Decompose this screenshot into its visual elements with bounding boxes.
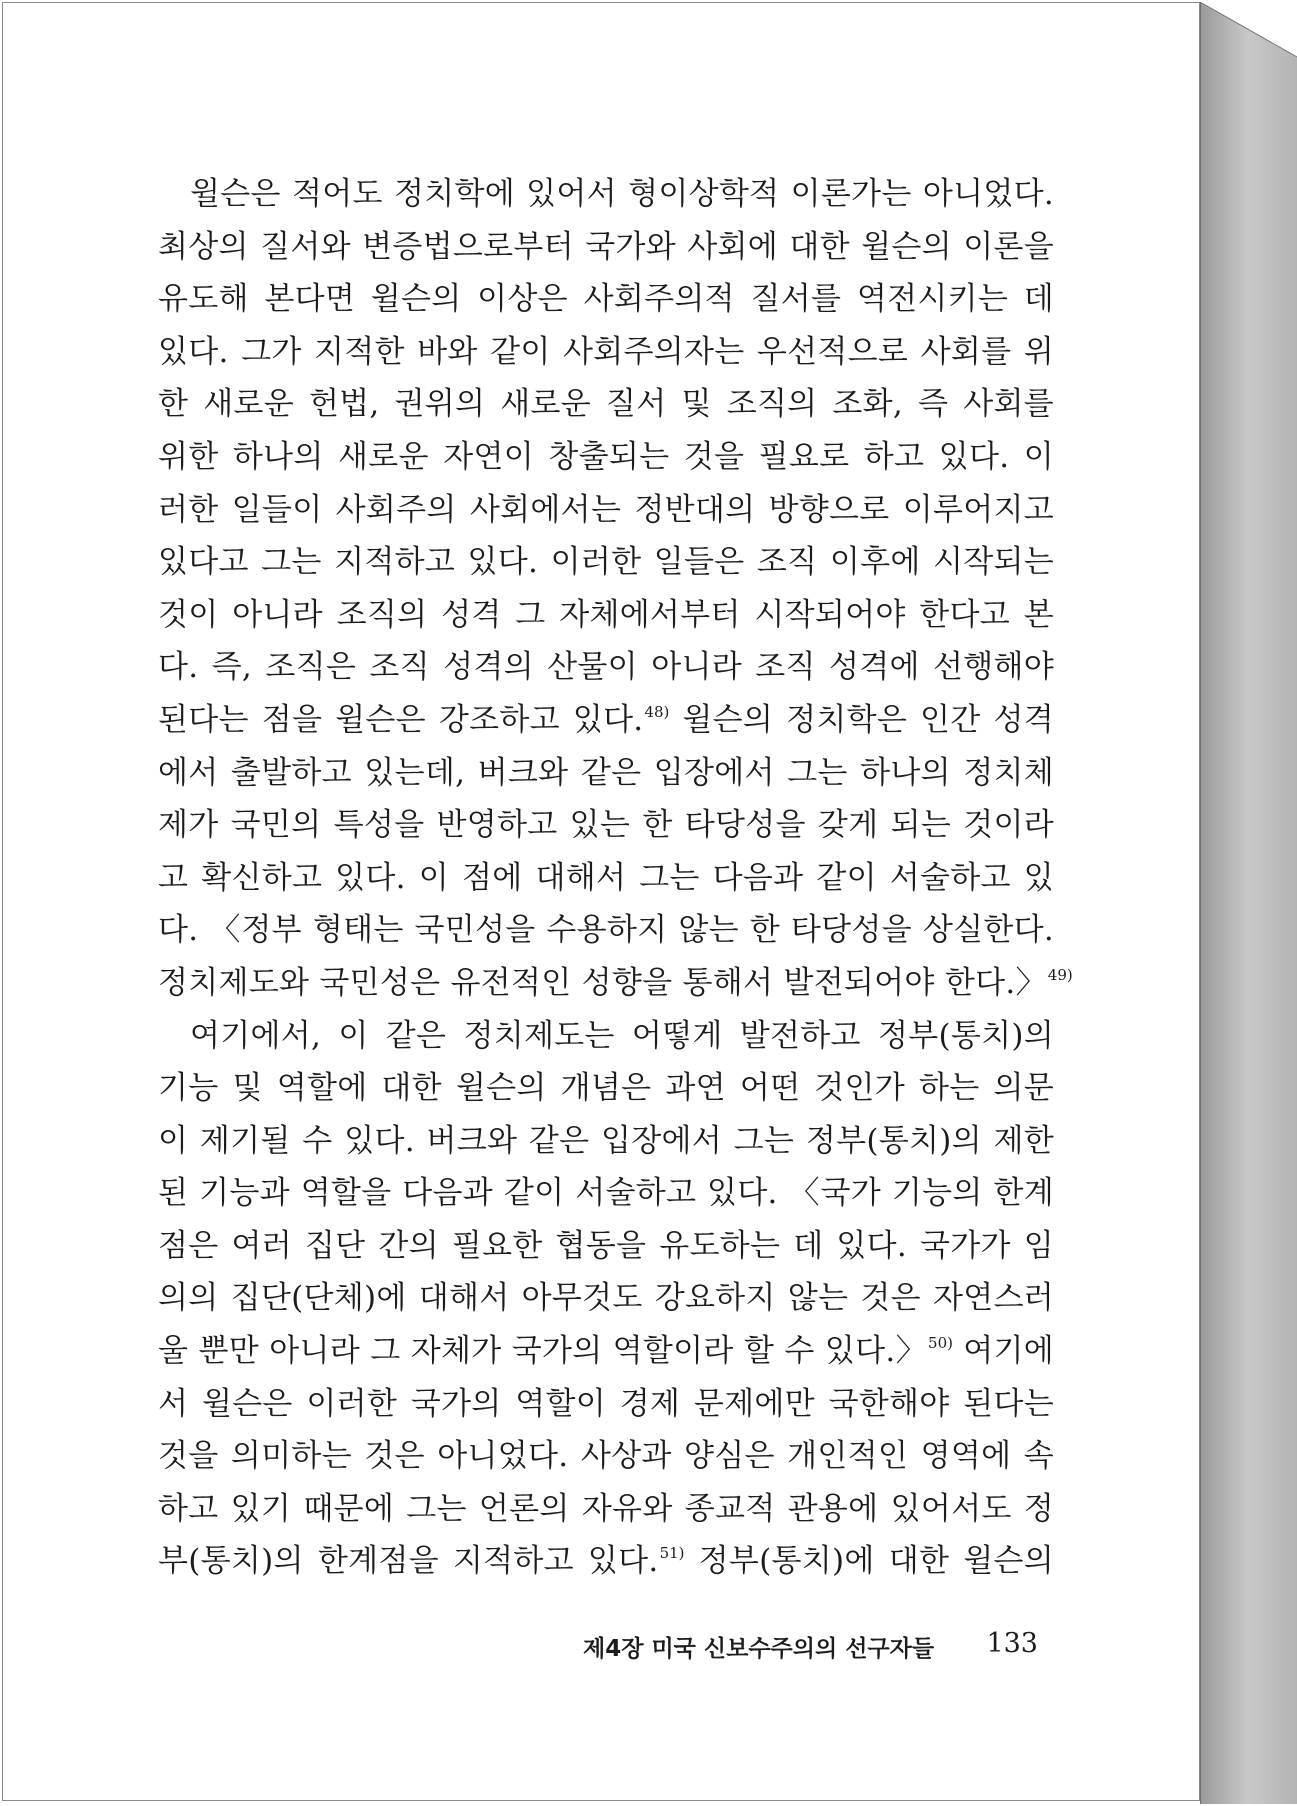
text-segment: 정부(통치)에 대한 윌슨의 <box>684 1543 1054 1580</box>
text-line: 최상의 질서와 변증법으로부터 국가와 사회에 대한 윌슨의 이론을 <box>158 228 1054 265</box>
chapter-title: 제4장 미국 신보수주의의 선구자들 <box>583 1636 935 1662</box>
text-line: 된 기능과 역할을 다음과 같이 서술하고 있다. 〈국가 기능의 한계 <box>158 1175 1054 1212</box>
footnote-ref-50: 50) <box>928 1334 953 1353</box>
text-segment: 여기에 <box>953 1333 1054 1370</box>
text-line: 이 제기될 수 있다. 버크와 같은 입장에서 그는 정부(통치)의 제한 <box>158 1122 1054 1159</box>
footnote-ref-51: 51) <box>659 1544 685 1563</box>
text-line: 한 새로운 헌법, 권위의 새로운 질서 및 조직의 조화, 즉 사회를 <box>158 386 1054 423</box>
body-text <box>158 168 1073 1588</box>
text-line-with-footnote <box>158 1325 1054 1378</box>
text-line: 서 윌슨은 이러한 국가의 역할이 경제 문제에만 국한해야 된다는 <box>158 1385 1054 1422</box>
running-footer <box>583 1630 1038 1670</box>
footnote-ref-48: 48) <box>644 702 670 721</box>
text-line: 의의 집단(단체)에 대해서 아무것도 강요하지 않는 것은 자연스러 <box>158 1280 1054 1317</box>
text-segment: 윌슨의 정치학은 인간 성격 <box>669 701 1054 738</box>
text-line: 제가 국민의 특성을 반영하고 있는 한 타당성을 갖게 되는 것이라 <box>158 807 1054 844</box>
text-line: 고 확신하고 있다. 이 점에 대해서 그는 다음과 같이 서술하고 있 <box>158 859 1054 896</box>
text-line: 에서 출발하고 있는데, 버크와 같은 입장에서 그는 하나의 정치체 <box>158 754 1054 791</box>
text-line: 있다. 그가 지적한 바와 같이 사회주의자는 우선적으로 사회를 위 <box>158 333 1054 370</box>
text-line: 위한 하나의 새로운 자연이 창출되는 것을 필요로 하고 있다. 이 <box>158 438 1054 475</box>
text-line: 유도해 본다면 윌슨의 이상은 사회주의적 질서를 역전시키는 데 <box>158 281 1054 318</box>
text-segment: 부(통치)의 한계점을 지적하고 있다. <box>158 1543 659 1580</box>
text-segment: 된다는 점을 윌슨은 강조하고 있다. <box>158 701 644 738</box>
text-line: 점은 여러 집단 간의 필요한 협동을 유도하는 데 있다. 국가가 임 <box>158 1227 1054 1264</box>
text-line: 것을 의미하는 것은 아니었다. 사상과 양심은 개인적인 영역에 속 <box>158 1438 1054 1475</box>
text-segment: 울 뿐만 아니라 그 자체가 국가의 역할이라 할 수 있다.〉 <box>158 1333 928 1370</box>
text-line-with-footnote <box>158 1535 1054 1588</box>
text-line: 있다고 그는 지적하고 있다. 이러한 일들은 조직 이후에 시작되는 <box>158 544 1054 581</box>
page-number: 133 <box>986 1628 1038 1659</box>
text-line-with-footnote <box>158 694 1054 747</box>
text-line: 다. 즉, 조직은 조직 성격의 산물이 아니라 조직 성격에 선행해야 <box>158 649 1054 686</box>
text-line: 윌슨은 적어도 정치학에 있어서 형이상학적 이론가는 아니었다. <box>190 176 1054 212</box>
text-line: 것이 아니라 조직의 성격 그 자체에서부터 시작되어야 한다고 본 <box>158 596 1054 633</box>
text-line: 러한 일들이 사회주의 사회에서는 정반대의 방향으로 이루어지고 <box>158 491 1054 528</box>
book-page <box>2 2 1200 1801</box>
footnote-ref-49: 49) <box>1047 965 1073 984</box>
book-thickness-edge <box>1200 2 1297 1804</box>
text-line: 다. 〈정부 형태는 국민성을 수용하지 않는 한 타당성을 상실한다. <box>158 912 1054 949</box>
text-line: 여기에서, 이 같은 정치제도는 어떻게 발전하고 정부(통치)의 <box>190 1017 1054 1054</box>
text-segment: 정치제도와 국민성은 유전적인 성향을 통해서 발전되어야 한다.〉 <box>158 964 1047 1001</box>
text-line: 기능 및 역할에 대한 윌슨의 개념은 과연 어떤 것인가 하는 의문 <box>158 1070 1054 1107</box>
text-line: 하고 있기 때문에 그는 언론의 자유와 종교적 관용에 있어서도 정 <box>158 1490 1054 1527</box>
text-line-with-footnote <box>158 957 1073 1010</box>
